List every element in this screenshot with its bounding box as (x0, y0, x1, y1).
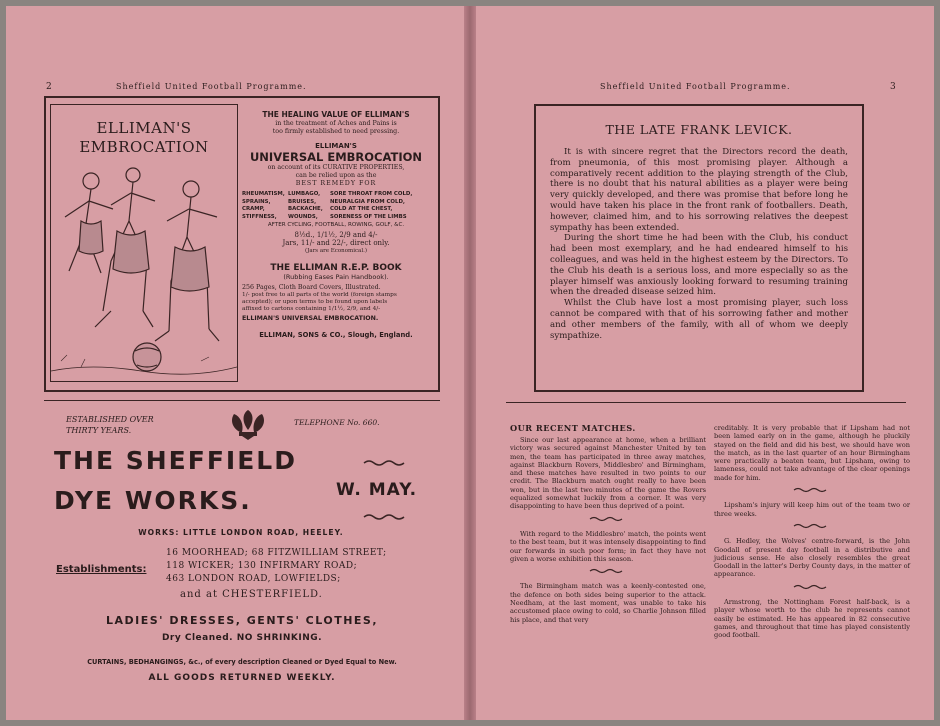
elliman-text (242, 110, 430, 339)
elliman-line4: can be relied upon as the (295, 172, 377, 179)
works-address: WORKS: LITTLE LONDON ROAD, HEELEY. (138, 528, 344, 537)
matches-title: OUR RECENT MATCHES. (510, 423, 636, 433)
elliman-product: UNIVERSAL EMBROCATION (249, 150, 423, 164)
elliman-line2: too firmly established to need pressing. (272, 128, 400, 135)
matches-column-right (714, 424, 910, 645)
left-page (6, 6, 464, 720)
levick-paragraph: During the short time he had been with the Club, his conduct had been most exemplary, and he had endeared himself to his colleagues, and was held in the highest esteem by the Directors. To the Club his death is a serious loss, and more especially so as the player himself was anxiously looking forward to resuming training when the dreaded disease seized him. (550, 233, 848, 298)
remedy-row (242, 191, 430, 199)
remedy-cell: BRUISES, (288, 198, 317, 205)
elliman-book-sub: (Rubbing Eases Pain Handbook). (283, 273, 389, 281)
elliman-book-l4: ELLIMAN'S UNIVERSAL EMBROCATION. (242, 314, 379, 322)
matches-paragraph: With regard to the Middlesbro' match, the points went to the best team, but it was intensely disappointing to find our forwards in such poor form; in fact they have not given a worse exhibition this season. (510, 529, 706, 563)
matches-paragraph: Lipsham's injury will keep him out of the team two or three weeks. (714, 501, 910, 518)
elliman-after-line: AFTER CYCLING, FOOTBALL, ROWING, GOLF, &C. (267, 222, 405, 228)
address-line: 16 MOORHEAD; 68 FITZWILLIAM STREET; (166, 548, 387, 558)
elliman-book-desc: 256 Pages, Cloth Board Covers, Illustrated. (242, 284, 381, 291)
title-line2: DYE WORKS. (54, 486, 252, 515)
remedy-row (242, 199, 430, 207)
matches-paragraph: G. Hedley, the Wolves' centre-forward, is the John Goodall of present day football in a distributive and judicious sense. He also closely resembles the great Goodall in the latter's Derby County days, in the matter of appearance. (714, 537, 910, 579)
footballers-sketch (51, 161, 237, 381)
returned-line: ALL GOODS RETURNED WEEKLY. (148, 673, 336, 683)
elliman-jars-note: (Jars are Economical.) (305, 248, 367, 254)
spine-gutter (464, 6, 476, 720)
remedy-row (242, 214, 430, 222)
remedy-cell: LUMBAGO, (288, 191, 321, 197)
page-number-left: 2 (46, 82, 52, 92)
telephone: TELEPHONE No. 660. (294, 418, 380, 427)
matches-paragraph: The Birmingham match was a keenly-contested one, the defence on both sides being superior to the attack. Needham, at the last moment, was unable to take his accustomed place owing to cold, so Charlie Johnson filled his place, and that very (510, 582, 706, 624)
elliman-line1: in the treatment of Aches and Pains is (275, 120, 397, 127)
address-line: 463 LONDON ROAD, LOWFIELDS; (166, 574, 341, 584)
right-page (476, 6, 934, 720)
scroll-ornament-icon (510, 516, 706, 524)
addresses-list (166, 547, 387, 586)
elliman-book-l3: affixed to cartons containing 1/1½, 2/9, and 4/- (242, 306, 381, 313)
established-text (66, 414, 154, 436)
title-line1: THE SHEFFIELD (54, 446, 297, 475)
remedy-cell: SORE THROAT FROM COLD, (330, 191, 413, 197)
scroll-ornament-icon (714, 584, 910, 592)
dry-cleaned-line: Dry Cleaned. NO SHRINKING. (161, 633, 323, 643)
scroll-ornament-icon (362, 512, 406, 522)
established-line2: THIRTY YEARS. (66, 426, 132, 435)
dye-works-title (54, 446, 297, 516)
elliman-prices2: Jars, 11/- and 22/-, direct only. (282, 239, 390, 247)
matches-column-left (510, 436, 706, 629)
matches-paragraph: Armstrong, the Nottingham Forest half-back, is a player whose worth to the club he represents cannot easily be estimated. He has appeared in 82 consecutive games, and throughout that time has played consistently good football. (714, 598, 910, 640)
programme-spread (6, 6, 934, 720)
elliman-heading: THE HEALING VALUE OF ELLIMAN'S (262, 110, 410, 119)
divider-rule (506, 402, 906, 403)
remedy-cell: COLD AT THE CHEST, (330, 206, 393, 212)
establishments-label: Establishments: (56, 564, 147, 575)
embrocation-illustration (50, 104, 238, 382)
remedy-cell: WOUNDS, (288, 213, 318, 220)
illustration-title: ELLIMAN'S EMBROCATION (79, 119, 209, 156)
remedies-table (242, 191, 430, 221)
levick-notice-box (534, 104, 864, 392)
remedy-cell: SPRAINS, (242, 198, 271, 205)
established-line1: ESTABLISHED OVER (66, 415, 154, 424)
elliman-book-l1: 1/- post free to all parts of the world (foreign stamps (242, 292, 397, 298)
prince-of-wales-feathers-icon (228, 408, 268, 440)
remedy-cell: BACKACHE, (288, 206, 323, 212)
running-head-left: Sheffield United Football Programme. (116, 82, 307, 91)
remedy-cell: NEURALGIA FROM COLD, (330, 198, 405, 205)
remedy-row (242, 206, 430, 214)
levick-body (550, 147, 848, 341)
divider-rule (44, 400, 440, 401)
remedy-cell: SORENESS OF THE LIMBS (330, 213, 407, 220)
elliman-brand: ELLIMAN'S (315, 142, 357, 150)
scroll-ornament-icon (714, 487, 910, 495)
matches-paragraph: creditably. It is very probable that if Lipsham had not been lamed early on in the game, although he pluckily stayed on the field and did his best, we should have won the match, as in the last quarter of an hour Birmingham were practically a beaten team, but Lipsham, owing to lameness, could not take advantage of the clear openings made for him. (714, 424, 910, 482)
matches-paragraph: Since our last appearance at home, when a brilliant victory was secured against Manchester United by ten men, the team has participated in three away matches, against Blackburn Rovers, Middlesbro' and Birmingham, and these matches have resulted in two points to our credit. The Blackburn match ought really to have been won, but in the last two minutes of the game the Rovers equalized somewhat luckily from a corner. It was very disappointing to have been thus deprived of a point. (510, 436, 706, 511)
page-number-right: 3 (890, 82, 896, 92)
remedy-cell: RHEUMATISM, (242, 191, 285, 197)
levick-title: THE LATE FRANK LEVICK. (605, 122, 793, 137)
scroll-ornament-icon (510, 568, 706, 576)
clothes-line: LADIES' DRESSES, GENTS' CLOTHES, (105, 614, 379, 627)
elliman-best-remedy: BEST REMEDY FOR (295, 180, 377, 187)
curtains-line: CURTAINS, BEDHANGINGS, &c., of every description Cleaned or Dyed Equal to New. (87, 658, 397, 666)
levick-paragraph: It is with sincere regret that the Directors record the death, from pneumonia, of this most promising player. Although a comparatively recent addition to the playing strength of the Club, there is no doubt that his natural abilities as a player were being very quickly developed, and there was promise that before long he would have taken his place in the front rank of footballers. Death, however, claimed him, and to his sorrowing relatives the deepest sympathy has been extended. (550, 147, 848, 233)
remedy-cell: STIFFNESS, (242, 213, 277, 220)
elliman-book-title: THE ELLIMAN R.E.P. BOOK (270, 263, 402, 273)
address-line: 118 WICKER; 130 INFIRMARY ROAD; (166, 561, 358, 571)
running-head-right: Sheffield United Football Programme. (600, 82, 791, 91)
remedy-cell: CRAMP, (242, 206, 265, 212)
levick-paragraph: Whilst the Club have lost a most promising player, such loss cannot be compared with that of his sorrowing father and mother and other members of the family, with all of whom we deeply sympathize. (550, 298, 848, 341)
scroll-ornament-icon (714, 523, 910, 531)
elliman-prices1: 8½d., 1/1½, 2/9 and 4/- (294, 231, 378, 239)
elliman-line3: on account of its CURATIVE PROPERTIES, (267, 164, 405, 171)
proprietor: W. MAY. (336, 480, 418, 500)
scroll-ornament-icon (362, 458, 406, 468)
elliman-footer: ELLIMAN, SONS & CO., Slough, England. (259, 330, 413, 339)
elliman-book-l2: accepted); or upon terms to be found upon labels (242, 299, 388, 306)
chesterfield-line: and at CHESTERFIELD. (180, 589, 323, 600)
